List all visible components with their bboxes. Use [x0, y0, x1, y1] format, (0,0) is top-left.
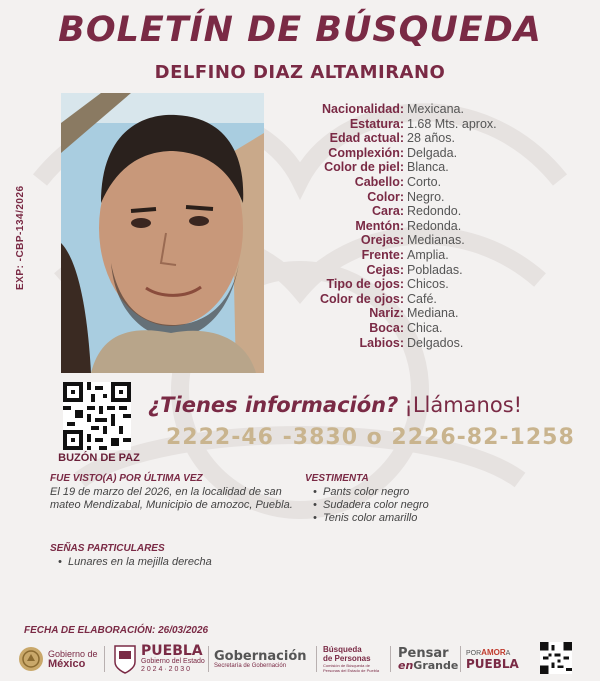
gobernacion-sub: Secretaría de Gobernación [214, 662, 287, 669]
attribute-value: Amplia. [407, 247, 449, 262]
divider [104, 646, 105, 672]
marks-title: SEÑAS PARTICULARES [50, 543, 165, 554]
attribute-row [280, 306, 580, 321]
pensar-grande: Grande [413, 658, 459, 672]
attribute-row [280, 263, 580, 278]
buzon-de-paz-label: BUZÓN DE PAZ [58, 452, 140, 464]
attribute-label: Boca: [369, 320, 404, 335]
expediente-number: EXP: -CBP-134/2026 [15, 185, 26, 290]
attribute-value: Café. [407, 291, 437, 306]
attribute-value: 28 años. [407, 131, 455, 146]
person-photo [61, 93, 264, 373]
qr-code-buzon[interactable] [63, 382, 131, 450]
missing-person-name: DELFINO DIAZ ALTAMIRANO [154, 62, 446, 83]
attribute-label: Edad actual: [329, 131, 404, 146]
call-us: ¡Llámanos! [404, 393, 523, 417]
gobernacion-text: Gobernación [214, 648, 307, 664]
attribute-label: Mentón: [355, 218, 404, 233]
attribute-value: Delgados. [407, 335, 464, 350]
attribute-row [280, 131, 580, 146]
attribute-value: Delgada. [407, 145, 458, 160]
footer-logos [18, 640, 586, 678]
attribute-label: Color de ojos: [319, 291, 404, 306]
mexico-seal-icon [18, 646, 44, 672]
bp-sub: Comisión de Búsqueda de Personas del Estado de Puebla [323, 663, 380, 673]
puebla-text: PUEBLA [141, 643, 203, 659]
pensar-en-grande-logo [398, 640, 458, 678]
attribute-value: 1.68 Mts. aprox. [407, 116, 497, 131]
clothing-item: • Sudadera color negro [305, 499, 505, 512]
attribute-label: Cejas: [366, 262, 404, 277]
attribute-value: Mexicana. [407, 102, 464, 116]
attribute-row [280, 160, 580, 175]
attribute-row [280, 292, 580, 307]
divider [460, 646, 461, 672]
last-seen-text: El 19 de marzo del 2026, en la localidad de san mateo Mendizabal, Municipio de amozoc, Puebla. [50, 486, 293, 511]
attributes-list [280, 102, 580, 350]
amor-puebla: PUEBLA [466, 656, 519, 671]
attribute-value: Chicos. [407, 277, 449, 292]
attribute-label: Color: [367, 189, 404, 204]
attribute-label: Nariz: [369, 306, 404, 321]
por-amor-a-puebla-logo [466, 640, 519, 678]
puebla-shield-icon [113, 644, 137, 674]
clothing-section [305, 473, 505, 525]
divider [316, 646, 317, 672]
attribute-value: Redonda. [407, 218, 462, 233]
mx-big-text: México [48, 658, 86, 670]
attribute-row [280, 248, 580, 263]
clothing-item: • Tenis color amarillo [305, 512, 505, 525]
attribute-value: Negro. [407, 189, 445, 204]
bp-line1: Búsqueda [323, 645, 362, 654]
attribute-label: Tipo de ojos: [326, 277, 404, 292]
last-seen-section [50, 473, 300, 512]
gobernacion-logo [214, 640, 307, 678]
attribute-value: Mediana. [407, 306, 459, 321]
attribute-row [280, 321, 580, 336]
puebla-years: 2 0 2 4 · 2 0 3 0 [141, 666, 191, 673]
divider [208, 646, 209, 672]
divider [390, 646, 391, 672]
attribute-row [280, 146, 580, 161]
attribute-label: Complexión: [328, 145, 404, 160]
attribute-value: Corto. [407, 174, 442, 189]
pensar-text: Pensar [398, 645, 449, 661]
attribute-label: Cara: [372, 204, 404, 219]
page-title: BOLETÍN DE BÚSQUEDA [58, 10, 542, 50]
footer-qr-code[interactable] [540, 642, 572, 674]
attribute-label: Color de piel: [324, 160, 404, 175]
attribute-label: Cabello: [354, 174, 404, 189]
attribute-row [280, 219, 580, 234]
clothing-title: VESTIMENTA [305, 473, 369, 484]
attribute-value: Pobladas. [407, 262, 463, 277]
mx-small-text: Gobierno de [48, 649, 98, 659]
amor-por: POR [466, 649, 482, 657]
busqueda-personas-logo [323, 640, 385, 678]
attribute-row [280, 117, 580, 132]
attribute-row [280, 277, 580, 292]
clothing-item: • Pants color negro [305, 486, 505, 499]
attribute-value: Redondo. [407, 204, 462, 219]
info-callout [148, 392, 588, 418]
attribute-row [280, 204, 580, 219]
gobierno-mexico-logo [18, 640, 98, 678]
attribute-label: Nacionalidad: [322, 102, 404, 116]
attribute-value: Medianas. [407, 233, 465, 248]
phone-numbers[interactable]: 2222-46 -3830 o 2226-82-1258 [166, 425, 575, 450]
info-question: ¿Tienes información? [148, 393, 399, 417]
attribute-label: Frente: [361, 247, 404, 262]
puebla-sub-text: Gobierno del Estado [141, 658, 205, 665]
attribute-row [280, 336, 580, 351]
last-seen-title: FUE VISTO(A) POR ÚLTIMA VEZ [50, 473, 203, 484]
bp-line2: de Personas [323, 654, 371, 663]
attribute-value: Chica. [407, 320, 443, 335]
attribute-row [280, 175, 580, 190]
mark-item: • Lunares en la mejilla derecha [50, 556, 350, 569]
distinguishing-marks-section [50, 543, 350, 569]
amor-a: A [505, 649, 511, 657]
attribute-label: Orejas: [360, 233, 404, 248]
puebla-logo [113, 640, 205, 678]
pensar-en: en [398, 658, 414, 672]
attribute-label: Labios: [359, 335, 404, 350]
attribute-value: Blanca. [407, 160, 449, 175]
attribute-row [280, 102, 580, 117]
amor-amor: AMOR [481, 647, 506, 657]
attribute-row [280, 190, 580, 205]
attribute-row [280, 233, 580, 248]
attribute-label: Estatura: [349, 116, 404, 131]
elaboration-date: FECHA DE ELABORACIÓN: 26/03/2026 [24, 625, 209, 636]
